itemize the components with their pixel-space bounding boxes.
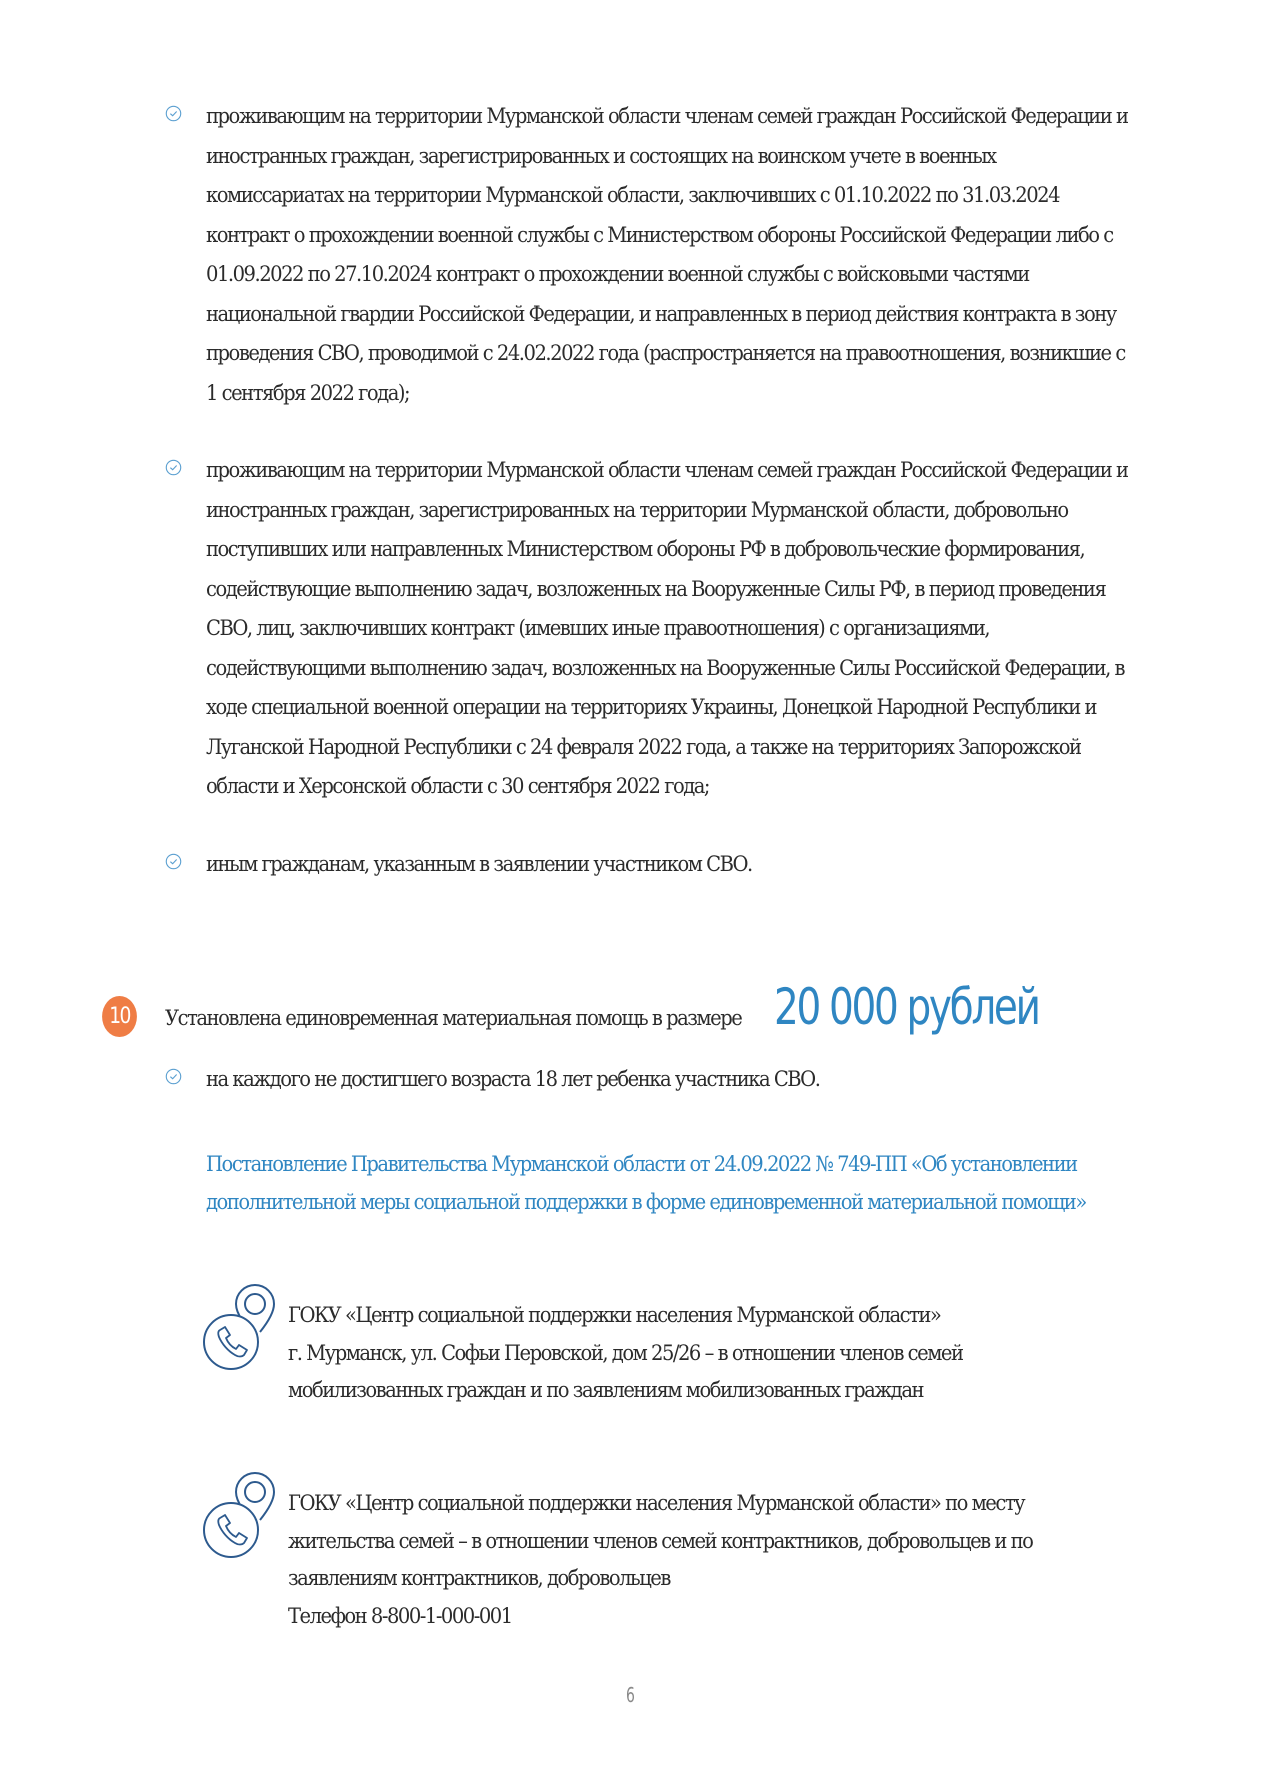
location-phone-icon <box>198 1468 278 1568</box>
phone-number: Телефон 8-800-1-000-001 <box>288 1603 512 1628</box>
location-phone-icon <box>198 1280 278 1380</box>
contact-info: ГОКУ «Центр социальной поддержки населения Мурманской области» г. Мурманск, ул. Софьи Перовской, дом 25/26 – в отношении членов семей мобилизованных граждан и по заявлениям мобилизованных граждан <box>288 1303 963 1402</box>
check-circle-icon <box>165 105 182 122</box>
check-circle-icon <box>165 459 182 476</box>
check-circle-icon <box>165 853 182 870</box>
section-heading: Установлена единовременная материальная помощь в размере <box>165 1006 742 1030</box>
section-number-badge: 10 <box>102 996 137 1037</box>
list-item-text: на каждого не достигшего возраста 18 лет ребенка участника СВО. <box>206 1067 820 1091</box>
list-item-text: иным гражданам, указанным в заявлении участником СВО. <box>206 852 752 876</box>
decree-reference: Постановление Правительства Мурманской области от 24.09.2022 № 749-ПП «Об установлении дополнительной меры социальной поддержки в форме единовременной материальной помощи» <box>206 1152 1086 1214</box>
list-item-text: проживающим на территории Мурманской области членам семей граждан Российской Федерации и иностранных граждан, зарегистрированных на территории Мурманской области, добровольно поступивших или направленных Министерством обороны РФ в добровольческие формирования, содействующие выполнению задач, возложенных на Вооруженные Силы РФ, в период проведения СВО, лиц, заключивших контракт (имевших иные правоотношения) с организациями, содействующими выполнению задач, возложенных на Вооруженные Силы Российской Федерации, в ходе специальной военной операции на территориях Украины, Донецкой Народной Республики и Луганской Народной Республики с 24 февраля 2022 года, а также на территориях Запорожской области и Херсонской области с 30 сентября 2022 года; <box>206 458 1128 798</box>
contact-info: ГОКУ «Центр социальной поддержки населения Мурманской области» по месту жительства семей – в отношении членов семей контрактников, добровольцев и по заявлениям контрактников, добровольцев Телефон 8-800-1-000-001 <box>288 1485 1032 1635</box>
page-number: 6 <box>626 1683 635 1707</box>
amount-highlight: 20 000 рублей <box>774 978 1039 1036</box>
list-item-text: проживающим на территории Мурманской области членам семей граждан Российской Федерации и иностранных граждан, зарегистрированных и состоящих на воинском учете в военных комиссариатах на территории Мурманской области, заключивших с 01.10.2022 по 31.03.2024 контракт о прохождении военной службы с Министерством обороны Российской Федерации либо с 01.09.2022 по 27.10.2024 контракт о прохождении военной службы с войсковыми частями национальной гвардии Российской Федерации, и направленных в период действия контракта в зону проведения СВО, проводимой с 24.02.2022 года (распространяется на правоотношения, возникшие с 1 сентября 2022 года); <box>206 104 1128 405</box>
check-circle-icon <box>165 1068 182 1085</box>
